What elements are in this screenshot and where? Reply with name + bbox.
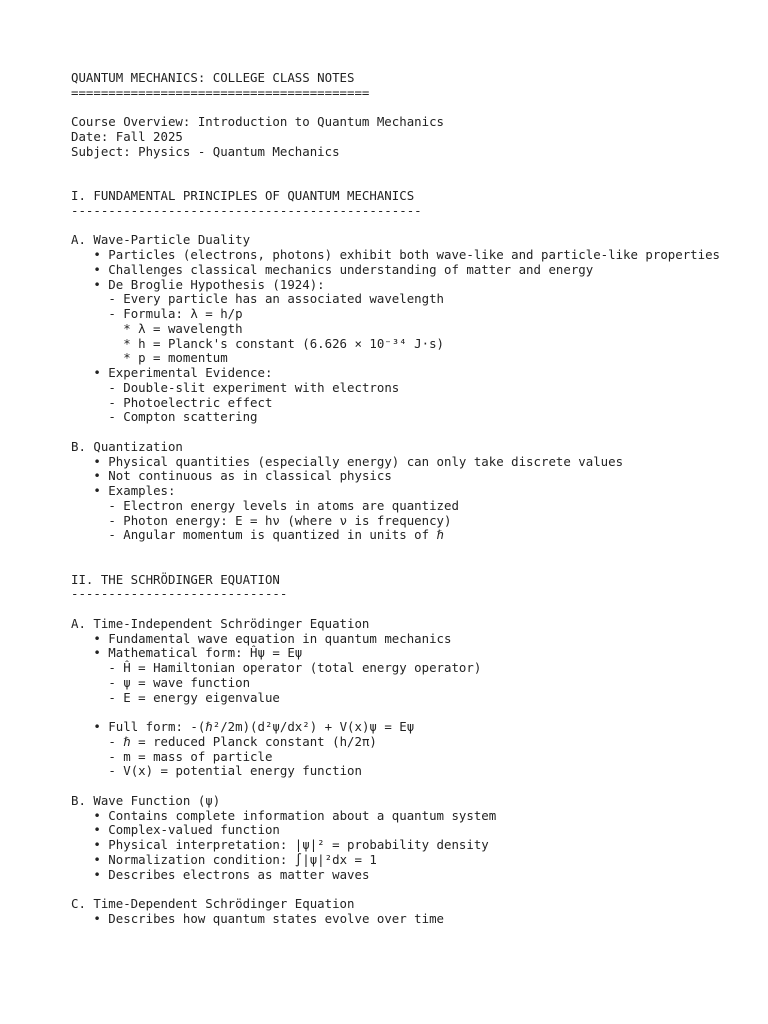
bullet-item: • Mathematical form: Ĥψ = Eψ xyxy=(71,645,303,661)
bullet-item: • Normalization condition: ∫|ψ|²dx = 1 xyxy=(71,851,377,867)
bullet-item: • Fundamental wave equation in quantum mechanics xyxy=(71,630,452,646)
blank-line xyxy=(71,160,731,175)
bullet-item: • Full form: -(ℏ²/2m)(d²ψ/dx²) + V(x)ψ = Eψ xyxy=(71,719,415,734)
course-overview: Course Overview: Introduction to Quantum Mechanics xyxy=(71,114,444,130)
blank-line xyxy=(71,558,731,573)
subsection-heading: A. Time-Independent Schrödinger Equation xyxy=(71,615,370,631)
sub-item: - Angular momentum is quantized in units of ℏ xyxy=(71,527,445,543)
sub-item: - ℏ = reduced Planck constant (h/2π) xyxy=(71,733,377,749)
document-page xyxy=(71,71,731,927)
subsection-heading: B. Wave Function (ψ) xyxy=(71,792,221,808)
bullet-item: • Experimental Evidence: xyxy=(71,365,273,380)
course-subject: Subject: Physics - Quantum Mechanics xyxy=(71,143,340,159)
sub-item: - V(x) = potential energy function xyxy=(71,763,362,779)
section-underline: ----------------------------- xyxy=(71,586,288,602)
bullet-item: • Describes how quantum states evolve over time xyxy=(71,910,445,926)
sub-item: - Photoelectric effect xyxy=(71,394,273,410)
blank-line xyxy=(71,705,731,720)
blank-line xyxy=(71,425,731,440)
section-heading: I. FUNDAMENTAL PRINCIPLES OF QUANTUM MECHANICS xyxy=(71,188,415,203)
sub-item: - ψ = wave function xyxy=(71,674,251,690)
bullet-item: • Examples: xyxy=(71,483,176,498)
subsection-heading: C. Time-Dependent Schrödinger Equation xyxy=(71,896,355,911)
sub-item: - Photon energy: E = hν (where ν is frequency) xyxy=(71,512,452,528)
course-date: Date: Fall 2025 xyxy=(71,129,183,144)
sub-item: - Double-slit experiment with electrons xyxy=(71,379,400,395)
blank-line xyxy=(71,219,731,234)
sub-item: - Formula: λ = h/p xyxy=(71,306,243,321)
section-underline: ----------------------------------------------- xyxy=(71,202,422,218)
subsection-heading: B. Quantization xyxy=(71,438,183,454)
document-title: QUANTUM MECHANICS: COLLEGE CLASS NOTES xyxy=(71,70,355,85)
title-underline: ======================================== xyxy=(71,84,370,100)
bullet-item: • De Broglie Hypothesis (1924): xyxy=(71,276,325,292)
blank-line xyxy=(71,101,731,116)
bullet-item: • Complex-valued function xyxy=(71,822,280,838)
bullet-item: • Not continuous as in classical physics xyxy=(71,468,392,484)
bullet-item: • Physical quantities (especially energy) can only take discrete values xyxy=(71,453,624,469)
bullet-item: • Physical interpretation: |ψ|² = probability density xyxy=(71,837,489,852)
section-heading: II. THE SCHRÖDINGER EQUATION xyxy=(71,571,280,587)
blank-line xyxy=(71,543,731,558)
sub-sub-item: * h = Planck's constant (6.626 × 10⁻³⁴ J·s) xyxy=(71,335,444,351)
blank-line xyxy=(71,779,731,794)
sub-sub-item: * λ = wavelength xyxy=(71,320,243,336)
sub-item: - m = mass of particle xyxy=(71,748,273,764)
blank-line xyxy=(71,602,731,617)
subsection-heading: A. Wave-Particle Duality xyxy=(71,232,251,248)
sub-item: - Every particle has an associated wavelength xyxy=(71,291,445,307)
sub-item: - E = energy eigenvalue xyxy=(71,689,280,705)
blank-line xyxy=(71,882,731,897)
sub-item: - Compton scattering xyxy=(71,409,258,425)
bullet-item: • Challenges classical mechanics understanding of matter and energy xyxy=(71,261,594,277)
sub-item: - Ĥ = Hamiltonian operator (total energy operator) xyxy=(71,660,482,675)
bullet-item: • Describes electrons as matter waves xyxy=(71,866,370,882)
bullet-item: • Contains complete information about a quantum system xyxy=(71,807,497,823)
sub-item: - Electron energy levels in atoms are quantized xyxy=(71,497,459,513)
bullet-item: • Particles (electrons, photons) exhibit both wave-like and particle-like properties xyxy=(71,247,721,262)
sub-sub-item: * p = momentum xyxy=(71,350,228,366)
blank-line xyxy=(71,174,731,189)
